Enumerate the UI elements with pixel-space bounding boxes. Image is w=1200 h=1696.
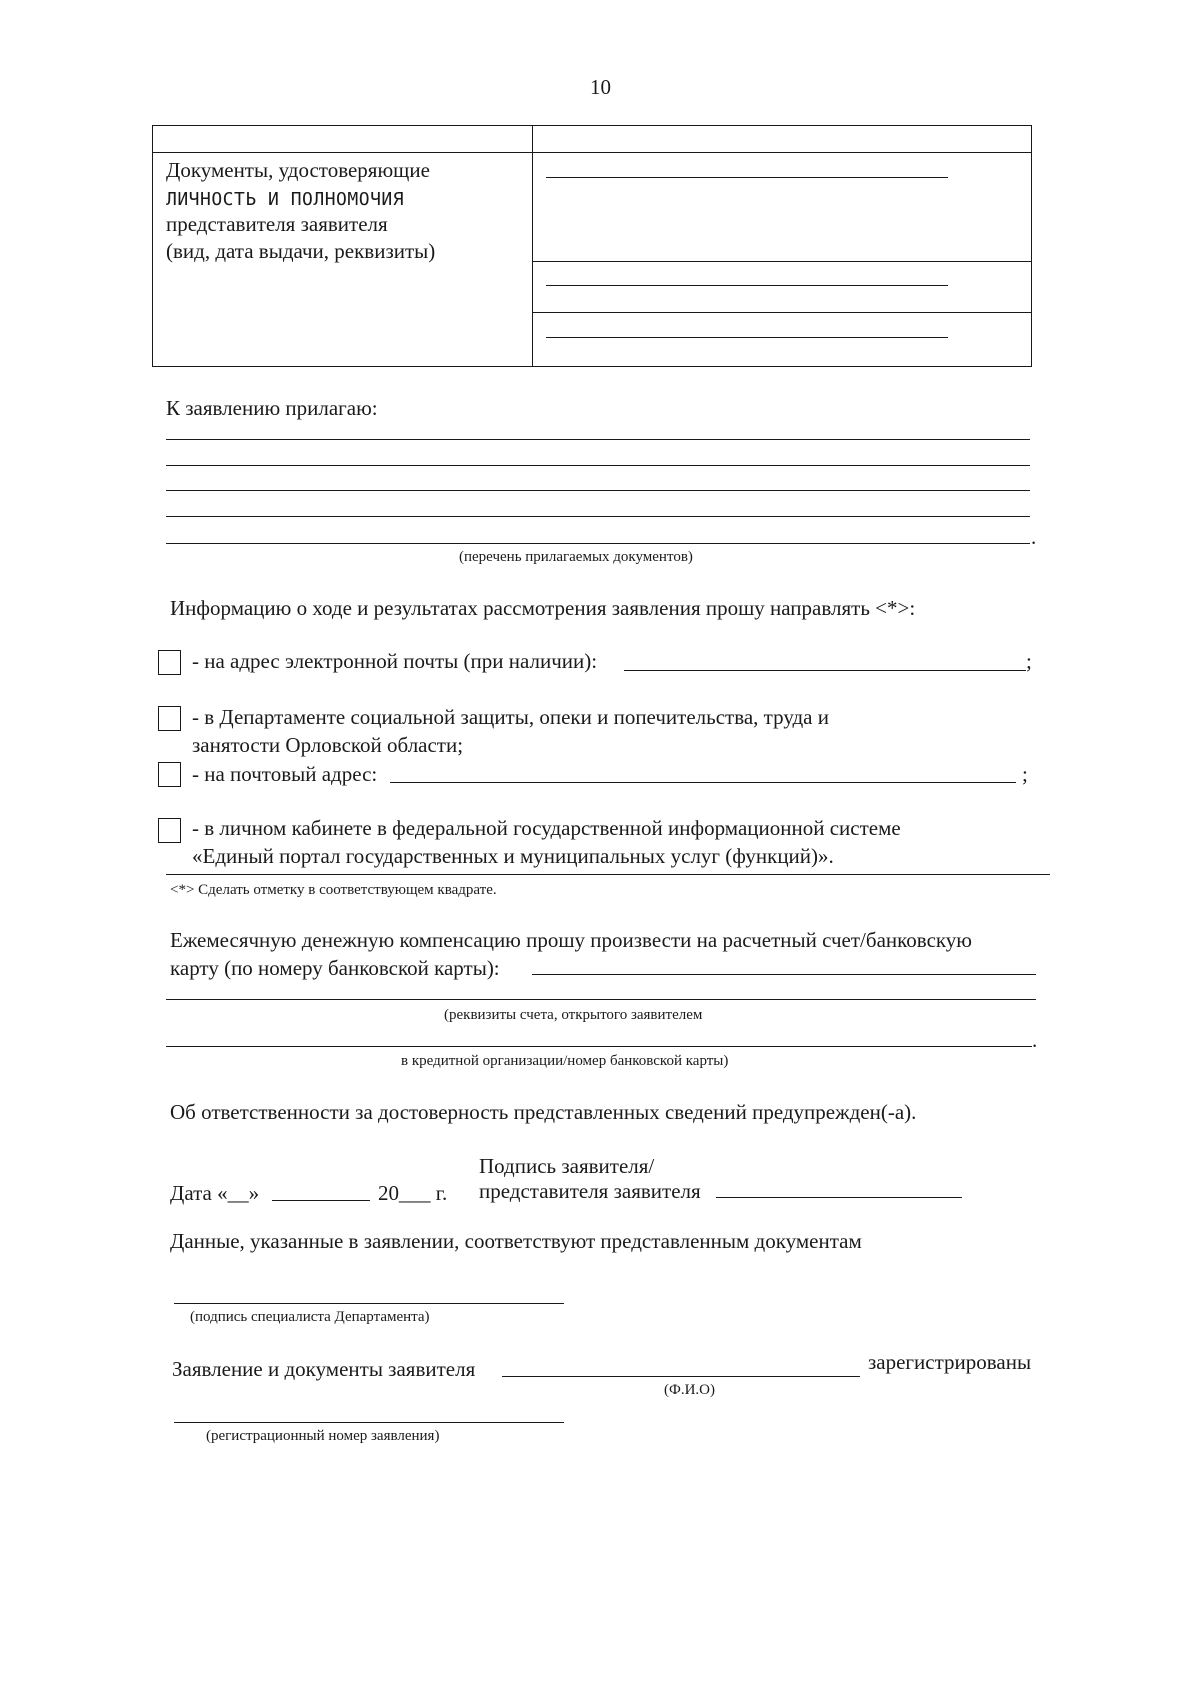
verification-text: Данные, указанные в заявлении, соответствуют представленным документам (170, 1229, 862, 1253)
table-label-line1: Документы, удостоверяющие (166, 158, 430, 182)
fio-caption: (Ф.И.О) (664, 1382, 716, 1398)
table-label-line2: ЛИЧНОСТЬ И ПОЛНОМОЧИЯ (166, 189, 405, 210)
attachments-line-3[interactable] (166, 490, 1030, 491)
attachments-heading: К заявлению прилагаю: (166, 396, 378, 420)
responsibility-statement: Об ответственности за достоверность представленных сведений предупрежден(-а). (170, 1100, 917, 1124)
registration-number-caption: (регистрационный номер заявления) (206, 1428, 440, 1444)
registration-suffix: зарегистрированы (868, 1350, 1032, 1374)
postal-option-text: - на почтовый адрес: (192, 762, 378, 786)
identity-docs-field-2[interactable] (546, 285, 948, 286)
email-field[interactable] (624, 670, 1026, 671)
specialist-signature-field[interactable] (174, 1303, 564, 1304)
page-number: 10 (590, 75, 611, 99)
postal-address-field[interactable] (390, 782, 1016, 783)
footnote-separator (166, 874, 1050, 875)
department-option-line2: занятости Орловской области; (192, 733, 464, 757)
footnote: <*> Сделать отметку в соответствующем квадрате. (170, 882, 497, 898)
email-option-text: - на адрес электронной почты (при наличии): (192, 649, 598, 673)
registration-text: Заявление и документы заявителя (172, 1357, 476, 1381)
signer-label-line1: Подпись заявителя/ (479, 1154, 655, 1178)
account-details-field-1[interactable] (166, 999, 1036, 1000)
postal-end: ; (1022, 762, 1028, 786)
email-checkbox[interactable] (158, 650, 181, 675)
bank-card-field[interactable] (532, 974, 1036, 975)
attachments-line-5[interactable] (166, 543, 1030, 544)
payment-end-mark: . (1032, 1028, 1038, 1052)
attachments-line-1[interactable] (166, 439, 1030, 440)
account-details-field-2[interactable] (166, 1046, 1032, 1047)
attachments-caption: (перечень прилагаемых документов) (459, 549, 693, 565)
payment-line1: Ежемесячную денежную компенсацию прошу произвести на расчетный счет/банковскую (170, 928, 972, 952)
signer-label-line2: представителя заявителя (479, 1179, 701, 1203)
department-option-line1: - в Департаменте социальной защиты, опеки и попечительства, труда и (192, 705, 829, 729)
gosuslugi-checkbox[interactable] (158, 818, 181, 843)
year-label: 20___ г. (378, 1181, 448, 1205)
date-month-field[interactable] (272, 1200, 370, 1201)
table-label-line4: (вид, дата выдачи, реквизиты) (166, 239, 436, 263)
registration-number-field[interactable] (174, 1422, 564, 1423)
date-label: Дата «__» (170, 1181, 260, 1205)
info-heading: Информацию о ходе и результатах рассмотрения заявления прошу направлять <*>: (170, 596, 916, 620)
gosuslugi-option-line2: «Единый портал государственных и муниципальных услуг (функций)». (192, 844, 834, 868)
attachments-end-mark: . (1031, 525, 1037, 549)
applicant-signature-field[interactable] (716, 1197, 962, 1198)
postal-checkbox[interactable] (158, 762, 181, 787)
payment-line2: карту (по номеру банковской карты): (170, 956, 500, 980)
email-end: ; (1026, 649, 1032, 673)
identity-docs-field-3[interactable] (546, 337, 948, 338)
identity-docs-field-1[interactable] (546, 177, 948, 178)
applicant-fio-field[interactable] (502, 1376, 860, 1377)
payment-caption1: (реквизиты счета, открытого заявителем (444, 1007, 703, 1023)
payment-caption2: в кредитной организации/номер банковской карты) (401, 1053, 729, 1069)
specialist-signature-caption: (подпись специалиста Департамента) (190, 1309, 430, 1325)
table-label-line3: представителя заявителя (166, 212, 388, 236)
attachments-line-2[interactable] (166, 465, 1030, 466)
attachments-line-4[interactable] (166, 516, 1030, 517)
department-checkbox[interactable] (158, 706, 181, 731)
gosuslugi-option-line1: - в личном кабинете в федеральной государственной информационной системе (192, 816, 901, 840)
